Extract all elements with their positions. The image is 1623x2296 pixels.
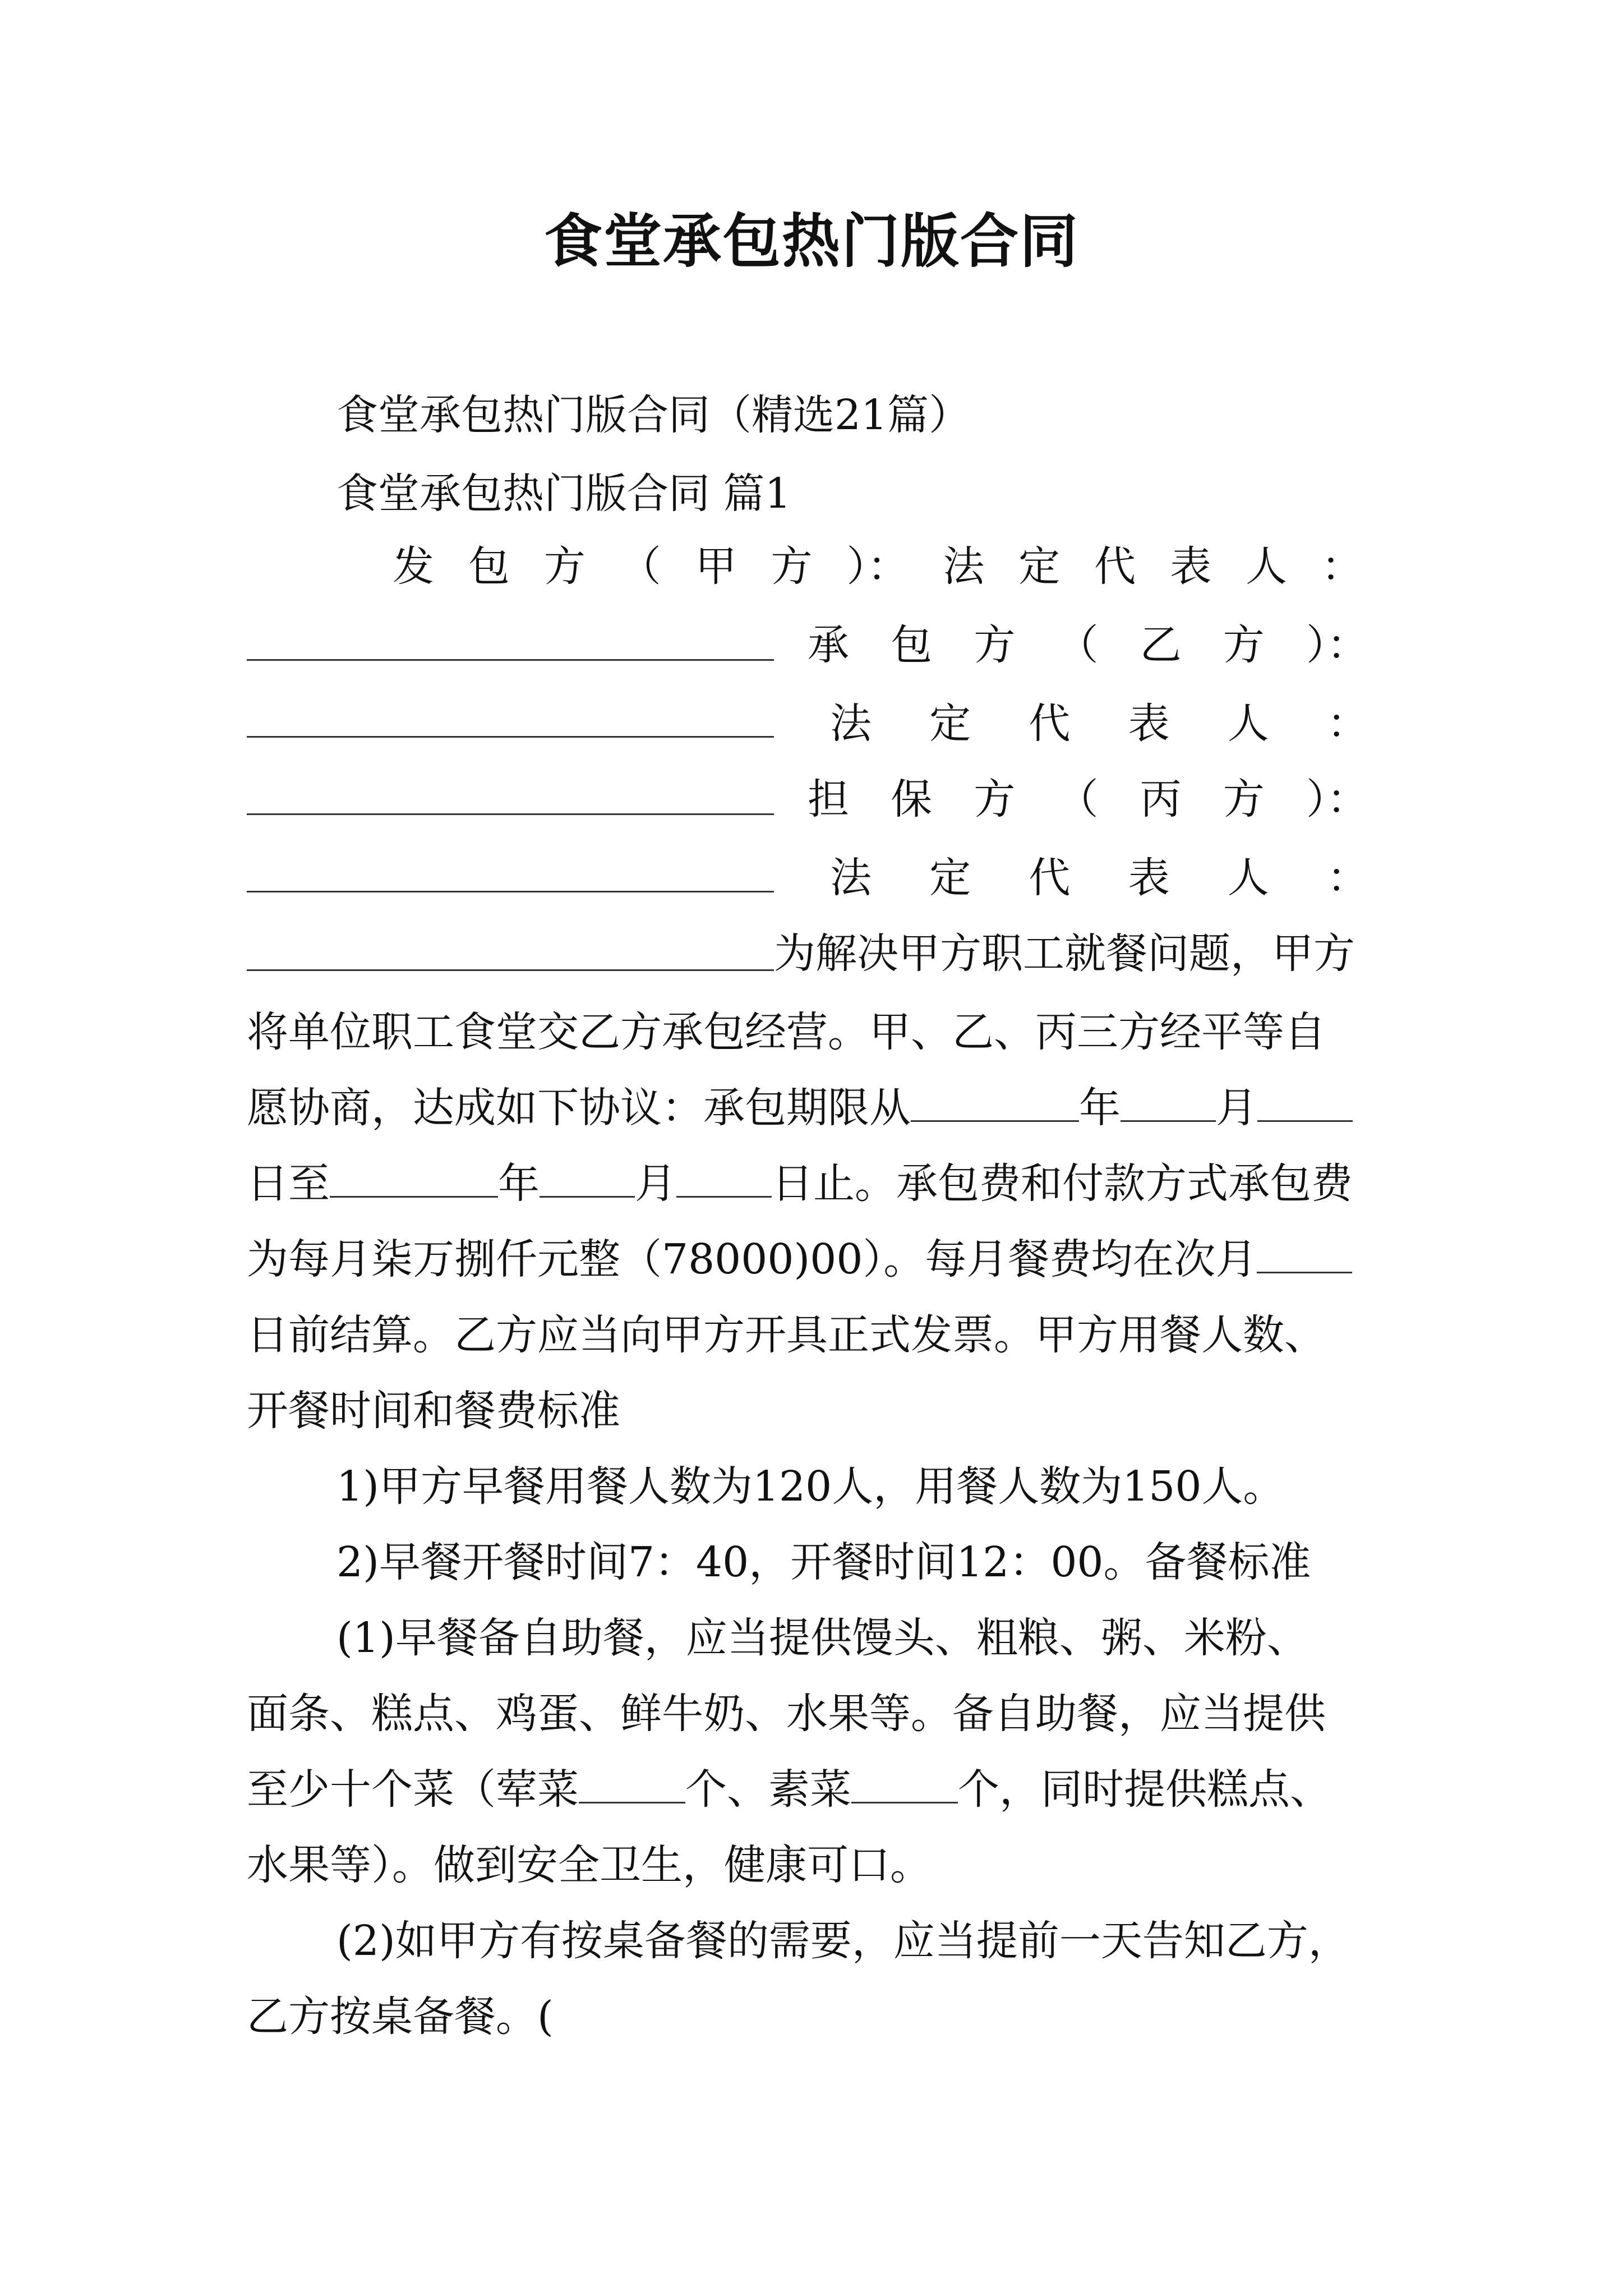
paragraph-line: 为解决甲方职工就餐问题，甲方 xyxy=(774,930,1355,978)
text-span: 日至 xyxy=(247,1159,330,1208)
char: 代 xyxy=(1094,542,1136,591)
char: 发 xyxy=(393,542,434,591)
char: 方 xyxy=(1223,621,1265,669)
party-b-line xyxy=(808,617,1368,673)
text-span: 至少十个菜（荤菜 xyxy=(247,1765,579,1814)
text-span: 个、素菜 xyxy=(685,1765,851,1814)
party-c-line xyxy=(808,771,1368,827)
paragraph-line: 1)甲方早餐用餐人数为120人，用餐人数为150人。 xyxy=(336,1462,1285,1511)
paragraph-line: 水果等）。做到安全卫生，健康可口。 xyxy=(247,1841,932,1889)
char: ）： xyxy=(1306,775,1368,823)
blank-veg-dishes xyxy=(851,1768,958,1803)
char: 人 xyxy=(1227,700,1269,748)
paragraph-line: 2)早餐开餐时间7：40，开餐时间12：00。备餐标准 xyxy=(336,1538,1311,1586)
char: 法 xyxy=(830,854,872,902)
char: 承 xyxy=(808,621,849,669)
blank-day xyxy=(676,1162,772,1198)
paragraph-line xyxy=(247,1156,1396,1212)
blank-day xyxy=(1257,1238,1352,1273)
blank-meat-dishes xyxy=(579,1768,685,1803)
char: ： xyxy=(1326,854,1368,902)
blank-month xyxy=(540,1162,635,1198)
char: 定 xyxy=(929,854,971,902)
char: 法 xyxy=(830,700,872,748)
char: 丙 xyxy=(1140,775,1182,823)
char: 人 xyxy=(1245,542,1287,591)
char: 定 xyxy=(929,700,971,748)
char: 方 xyxy=(974,621,1016,669)
paragraph-line xyxy=(247,1231,1396,1287)
char: 代 xyxy=(1029,700,1071,748)
char: 人 xyxy=(1227,854,1269,902)
char: （ xyxy=(619,542,661,591)
paragraph-line: (1)早餐备自助餐，应当提供馒头、粗粮、粥、米粉、 xyxy=(336,1614,1308,1662)
blank-year xyxy=(911,1087,1079,1122)
text-span: 日止。承包费和付款方式承包费 xyxy=(772,1159,1353,1208)
char: 表 xyxy=(1128,854,1170,902)
paragraph-line: 日前结算。乙方应当向甲方开具正式发票。甲方用餐人数、 xyxy=(247,1311,1326,1359)
document-title: 食堂承包热门版合同 xyxy=(543,206,1079,275)
text-span: 为每月柒万捌仟元整（78000)00）。每月餐费均在次月 xyxy=(247,1235,1257,1283)
party-b-rep-blank xyxy=(247,813,774,815)
char: ）： xyxy=(1306,621,1368,669)
char: 担 xyxy=(808,775,849,823)
char: 方 xyxy=(974,775,1016,823)
section-heading: 食堂承包热门版合同 篇1 xyxy=(336,470,791,518)
blank-month xyxy=(1121,1087,1216,1122)
char: 方 xyxy=(1223,775,1265,823)
text-span: 月 xyxy=(635,1159,676,1208)
party-c-blank xyxy=(247,891,774,892)
char: 方 xyxy=(543,542,585,591)
paragraph-line: (2)如甲方有按桌备餐的需要，应当提前一天告知乙方， xyxy=(336,1917,1350,1965)
char: （ xyxy=(1057,775,1099,823)
text-span: 愿协商，达成如下协议：承包期限从 xyxy=(247,1084,911,1132)
char: ）： xyxy=(846,542,909,591)
char: 包 xyxy=(468,542,510,591)
party-a-line xyxy=(393,539,1363,595)
document-subtitle: 食堂承包热门版合同（精选21篇） xyxy=(336,391,971,439)
text-span: 年 xyxy=(1079,1084,1121,1132)
char: 甲 xyxy=(695,542,737,591)
party-c-rep-blank xyxy=(247,969,774,971)
party-b-rep-line xyxy=(830,696,1368,752)
party-a-rep-blank xyxy=(247,659,774,661)
paragraph-line xyxy=(247,1761,1396,1818)
paragraph-line: 面条、糕点、鸡蛋、鲜牛奶、水果等。备自助餐，应当提供 xyxy=(247,1690,1326,1738)
blank-year xyxy=(330,1162,498,1198)
paragraph-line xyxy=(247,1080,1396,1136)
char: 代 xyxy=(1029,854,1071,902)
char: ： xyxy=(1321,542,1363,591)
char: 表 xyxy=(1170,542,1212,591)
char: 方 xyxy=(771,542,813,591)
char: 保 xyxy=(891,775,933,823)
char: 法 xyxy=(943,542,985,591)
paragraph-line: 将单位职工食堂交乙方承包经营。甲、乙、丙三方经平等自 xyxy=(247,1008,1326,1056)
char: ： xyxy=(1326,700,1368,748)
text-span: 年 xyxy=(498,1159,540,1208)
char: （ xyxy=(1057,621,1099,669)
text-span: 月 xyxy=(1216,1084,1257,1132)
party-c-rep-line xyxy=(830,850,1368,906)
party-b-blank xyxy=(247,736,774,738)
char: 表 xyxy=(1128,700,1170,748)
paragraph-line: 开餐时间和餐费标准 xyxy=(247,1387,620,1435)
char: 包 xyxy=(891,621,933,669)
blank-day xyxy=(1257,1087,1353,1122)
char: 定 xyxy=(1018,542,1061,591)
paragraph-line: 乙方按桌备餐。( xyxy=(247,1993,554,2041)
text-span: 个，同时提供糕点、 xyxy=(958,1765,1331,1814)
char: 乙 xyxy=(1140,621,1182,669)
